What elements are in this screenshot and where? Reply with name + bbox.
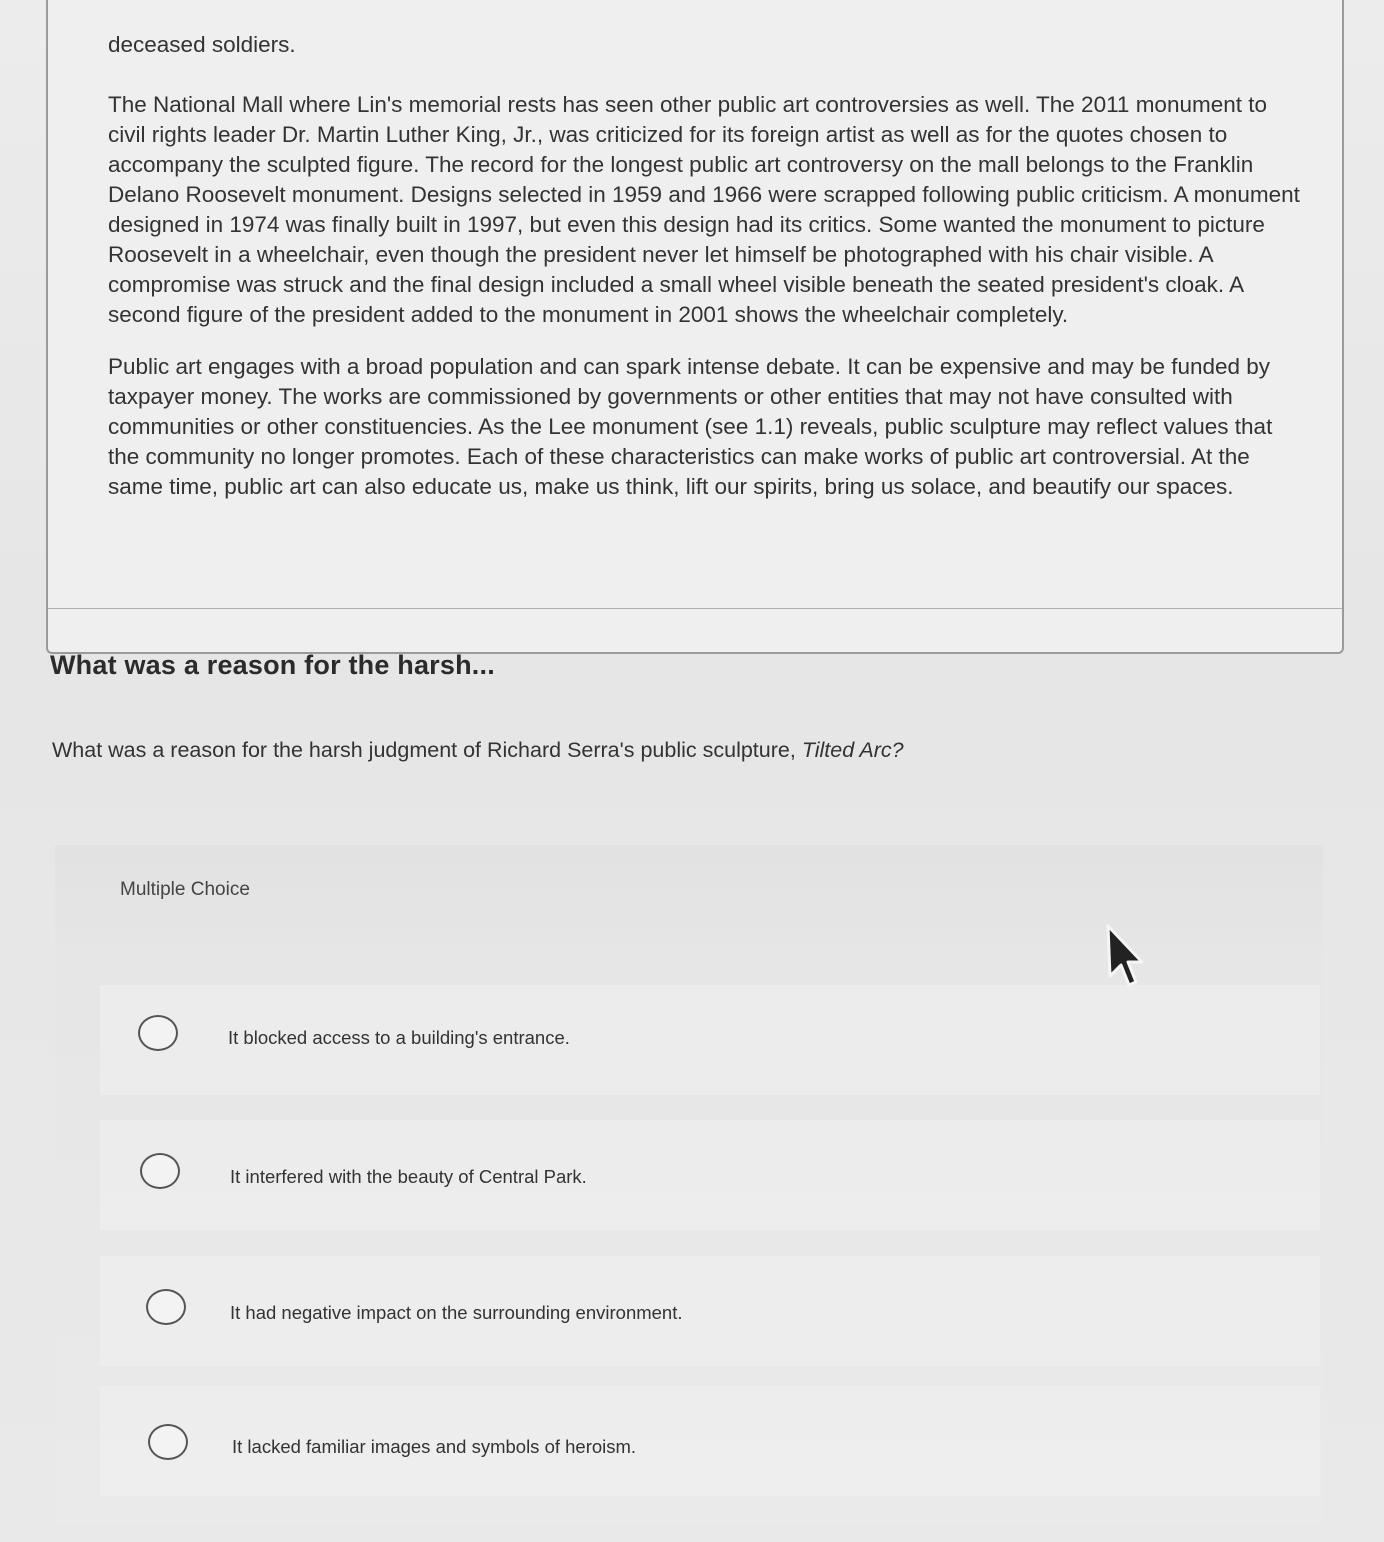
choice-option-label: It lacked familiar images and symbols of heroism.: [232, 1436, 637, 1457]
passage-paragraph: deceased soldiers.: [108, 32, 296, 57]
choice-option-1[interactable]: [100, 985, 1320, 1095]
mouse-cursor-icon: [1102, 922, 1150, 990]
radio-button-1[interactable]: [138, 1015, 178, 1051]
passage-divider: [48, 608, 1342, 609]
question-title: What was a reason for the harsh...: [50, 650, 495, 680]
question-prompt-artwork-title: Tilted Arc?: [801, 738, 904, 762]
passage-paragraph: The National Mall where Lin's memorial rests has seen other public art controversies as well. The 2011 monument to civil rights leader Dr. Martin Luther King, Jr., was criticized for its foreign artist as well as for the quotes chosen to accompany the sculpted figure. The record for the longest public art controversy on the mall belongs to the Franklin Delano Roosevelt monument. Designs selected in 1959 and 1966 were scrapped following public criticism. A monument designed in 1974 was finally built in 1997, but even this design had its critics. Some wanted the monument to picture Roosevelt in a wheelchair, even though the president never let himself be photographed with his chair visible. A compromise was struck and the final design included a small wheel visible beneath the seated president's cloak. A second figure of the president added to the monument in 2001 shows the wheelchair completely.: [108, 92, 1300, 327]
choice-option-3[interactable]: [100, 1256, 1320, 1366]
question-type-label: Multiple Choice: [120, 879, 250, 900]
radio-button-4[interactable]: [148, 1424, 188, 1460]
radio-button-3[interactable]: [146, 1289, 186, 1325]
choice-option-label: It had negative impact on the surrounding environment.: [230, 1302, 683, 1323]
question-prompt: [52, 738, 904, 763]
choice-option-4[interactable]: [100, 1386, 1320, 1496]
choice-option-label: It blocked access to a building's entrance.: [228, 1027, 570, 1048]
choice-option-2[interactable]: [100, 1120, 1320, 1230]
radio-button-2[interactable]: [140, 1153, 180, 1189]
question-prompt-text: What was a reason for the harsh judgment of Richard Serra's public sculpture,: [52, 738, 802, 762]
passage-paragraph: Public art engages with a broad population and can spark intense debate. It can be expensive and may be funded by taxpayer money. The works are commissioned by governments or other entities that may not have consulted with communities or other constituencies. As the Lee monument (see 1.1) reveals, public sculpture may reflect values that the community no longer promotes. Each of these characteristics can make works of public art controversial. At the same time, public art can also educate us, make us think, lift our spirits, bring us solace, and beautify our spaces.: [108, 354, 1273, 499]
passage-text: [108, 30, 1303, 524]
choice-option-label: It interfered with the beauty of Central Park.: [230, 1166, 587, 1187]
